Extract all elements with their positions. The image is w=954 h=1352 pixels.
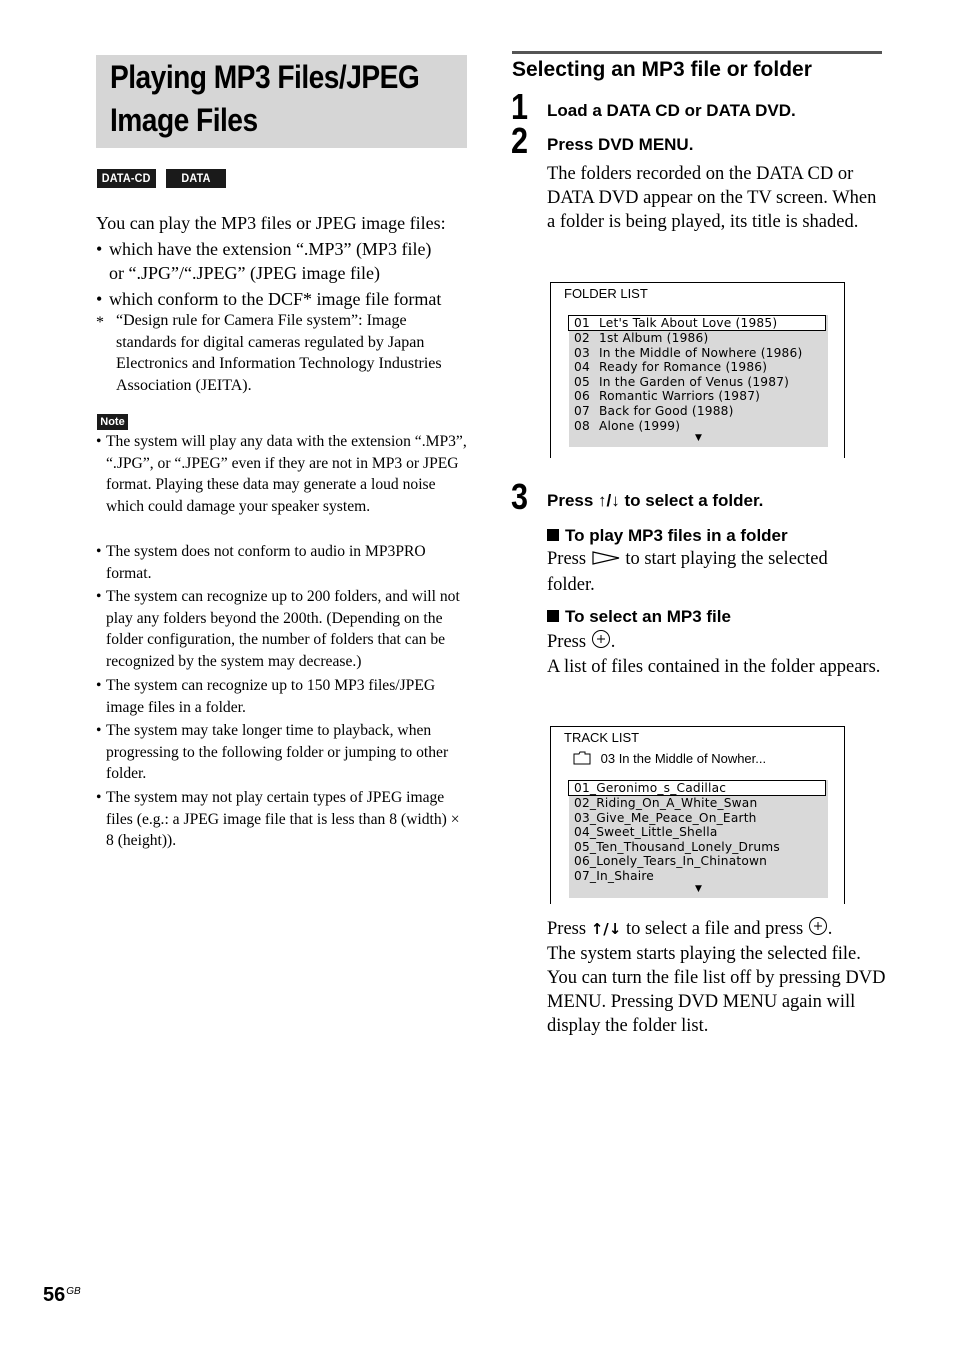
square-bullet-icon (547, 529, 559, 541)
track-item[interactable]: 05_Ten_Thousand_Lonely_Drums (574, 839, 780, 854)
intro-text: You can play the MP3 files or JPEG image files: (96, 213, 446, 233)
play-icon (591, 549, 621, 573)
step-number: 1 (511, 86, 529, 127)
folder-name: Let's Talk About Love (1985) (599, 316, 778, 330)
select-file-press: Press . (547, 629, 887, 656)
screen-header: FOLDER LIST (564, 286, 648, 301)
step-number: 2 (511, 120, 529, 161)
subheading-play-folder: To play MP3 files in a folder (547, 526, 788, 546)
folder-name: Romantic Warriors (1987) (599, 389, 761, 404)
folder-item[interactable] (569, 360, 828, 375)
track-item[interactable]: 02_Riding_On_A_White_Swan (574, 796, 758, 810)
folder-list-screen (550, 282, 845, 458)
up-down-arrow-icon: ↑/↓ (590, 920, 622, 938)
folder-name: In the Middle of Nowhere (1986) (599, 345, 803, 360)
folder-number: 03 (574, 345, 590, 360)
folder-number: 06 (574, 389, 590, 404)
step-2-body: The folders recorded on the DATA CD or DATA DVD appear on the TV screen. When a folder is being played, its title is shaded. (547, 164, 877, 232)
folder-number: 02 (574, 331, 590, 345)
folder-name: Back for Good (1988) (599, 403, 734, 418)
scroll-down-arrow-icon[interactable]: ▼ (694, 883, 703, 894)
folder-list (569, 315, 828, 447)
folder-name: Ready for Romance (1986) (599, 360, 768, 375)
section-rule (512, 51, 882, 54)
final-press-text: Press ↑/↓ to select a file and press . (547, 916, 887, 943)
bullet-text: or “.JPG”/“.JPEG” (JPEG image file) (109, 263, 380, 283)
square-bullet-icon (547, 610, 559, 622)
note-text: The system will play any data with the extension “.MP3”, “.JPG”, or “.JPEG” even if they are not in MP3 or JPEG format. Playing these data may generate a loud noise which could damage your speaker system. (106, 433, 467, 515)
folder-item[interactable] (569, 375, 828, 390)
up-down-arrow-icon: ↑/↓ (598, 491, 620, 510)
page-title-line2: Image Files (110, 102, 258, 138)
note-text: The system can recognize up to 150 MP3 files/JPEG image files in a folder. (106, 677, 436, 716)
note-text: The system may not play certain types of JPEG image files (e.g.: a JPEG image file that is less than 8 (width) × 8 (height)). (106, 789, 460, 850)
track-item[interactable]: 03_Give_Me_Peace_On_Earth (574, 810, 757, 825)
folder-number: 08 (574, 418, 590, 433)
data-dvd-badge: DATA DVD (166, 169, 226, 188)
page-number: $56^{GB}$ (43, 1284, 81, 1306)
current-folder (573, 751, 766, 768)
folder-number: 07 (574, 403, 590, 418)
select-file-body: A list of files contained in the folder appears. (547, 657, 881, 677)
track-list (569, 780, 828, 898)
section-title: Selecting an MP3 file or folder (512, 58, 812, 81)
folder-number: 01 (574, 316, 590, 330)
step-1-text: Load a DATA CD or DATA DVD. (547, 101, 796, 120)
page-title-line1: Playing MP3 Files/JPEG (110, 59, 420, 95)
current-folder-name: 03 In the Middle of Nowher... (600, 751, 767, 766)
enter-button-icon (808, 916, 828, 943)
folder-number: 04 (574, 360, 590, 375)
footnote-mark: * (96, 314, 104, 331)
track-item[interactable]: 07_In_Shaire (574, 868, 654, 883)
folder-name: In the Garden of Venus (1987) (599, 374, 790, 389)
track-list-screen (550, 726, 845, 904)
screen-header: TRACK LIST (564, 730, 640, 745)
enter-button-icon (591, 629, 611, 656)
play-folder-text-line2: folder. (547, 575, 595, 595)
folder-item[interactable] (569, 346, 828, 361)
track-item-selected[interactable]: 01_Geronimo_s_Cadillac (568, 780, 826, 796)
data-cd-badge: DATA-CD (97, 169, 156, 188)
folder-item[interactable] (569, 389, 828, 404)
folder-item[interactable] (569, 419, 828, 434)
subheading-select-file: To select an MP3 file (547, 607, 731, 627)
folder-icon (573, 751, 591, 768)
title-box (96, 55, 467, 148)
folder-name: Alone (1999) (599, 418, 681, 433)
footnote-text: “Design rule for Camera File system”: Image standards for digital cameras regulated by Japan Electronics and Information Technology Industries Association (JEITA). (116, 312, 442, 394)
track-item[interactable]: 06_Lonely_Tears_In_Chinatown (574, 854, 768, 869)
folder-item-selected[interactable] (568, 315, 826, 331)
folder-item[interactable] (569, 404, 828, 419)
note-text: The system does not conform to audio in MP3PRO format. (106, 543, 426, 582)
bullet-text: which conform to the DCF* image file format (109, 289, 442, 309)
note-text: The system can recognize up to 200 folders, and will not play any folders beyond the 200th. (Depending on the folder configuration, the number of folders that can be recognized by the system may decrease.) (106, 588, 460, 670)
track-item[interactable]: 04_Sweet_Little_Shella (574, 825, 718, 840)
play-folder-text: Press to start playing the selected folder. (547, 547, 887, 597)
note-text: The system may take longer time to playback, when progressing to the following folder or jumping to other folder. (106, 722, 449, 783)
step-number: 3 (511, 476, 529, 517)
folder-item[interactable] (569, 331, 828, 346)
folder-number: 05 (574, 374, 590, 389)
step-3-text: Press ↑/↓ to select a folder. (547, 491, 764, 510)
step-2-text: Press DVD MENU. (547, 135, 694, 154)
scroll-down-arrow-icon[interactable]: ▼ (694, 433, 703, 444)
bullet-text: which have the extension “.MP3” (MP3 file) (109, 239, 432, 259)
note-label: Note (97, 414, 128, 430)
folder-name: 1st Album (1986) (599, 331, 709, 345)
final-body: The system starts playing the selected file. You can turn the file list off by pressing DVD MENU. Pressing DVD MENU again will display the folder list. (547, 944, 886, 1036)
